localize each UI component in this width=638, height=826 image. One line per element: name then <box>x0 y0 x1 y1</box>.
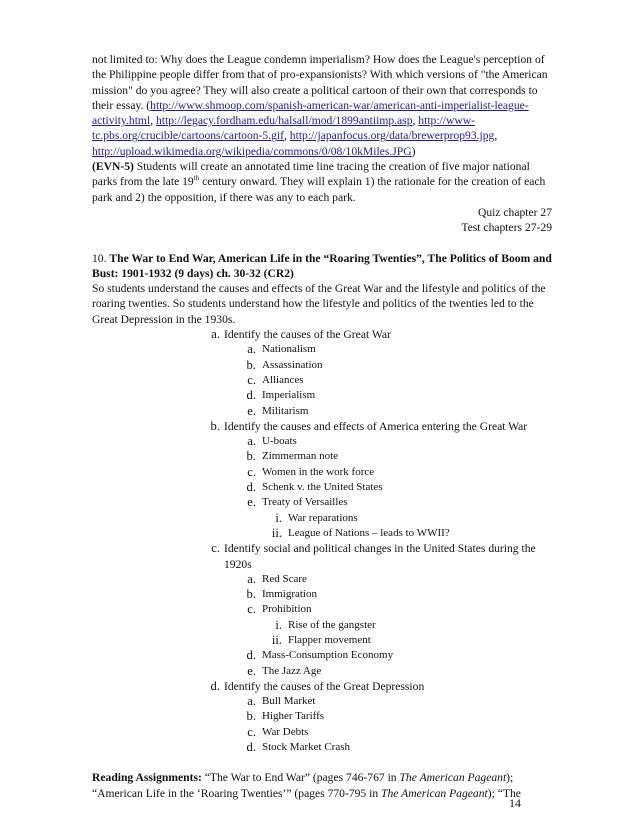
outline-text: Identify social and political changes in the United States during the 1920s <box>224 542 536 571</box>
outline-marker: d. <box>210 678 220 693</box>
outline-marker: a. <box>211 327 220 342</box>
evn-text-end: century onward. They will explain 1) the rationale for the creation of each park and 2) the opposition, if there was any to each park. <box>92 175 546 204</box>
outline-text: Red Scare <box>262 572 307 585</box>
outline-marker: a. <box>247 571 256 586</box>
outline-marker: e. <box>247 663 256 678</box>
outline-text: Stock Market Crash <box>262 741 350 754</box>
outline-text: Bull Market <box>262 695 316 708</box>
separator: , <box>412 114 419 128</box>
outline-marker: c. <box>247 372 256 387</box>
outline-item <box>92 342 552 357</box>
separator: , <box>150 114 156 128</box>
outline-item <box>92 694 552 709</box>
separator: , <box>284 129 290 143</box>
outline-item <box>92 373 552 388</box>
outline-text: Flapper movement <box>288 633 371 646</box>
outline-text: U-boats <box>262 435 297 448</box>
book-title: The American Pageant <box>381 786 488 800</box>
outline-marker: b. <box>246 357 256 372</box>
outline-text: War Debts <box>262 725 309 738</box>
outline-item <box>92 404 552 419</box>
link-wikimedia[interactable]: http://upload.wikimedia.org/wikipedia/commons/0/08/10kMiles.JPG <box>92 144 412 158</box>
unit-heading <box>92 251 552 282</box>
outline-marker: e. <box>247 403 256 418</box>
outline-text: Mass-Consumption Economy <box>262 649 394 662</box>
outline-text: Identify the causes of the Great War <box>224 328 391 342</box>
outline-marker: d. <box>246 480 256 495</box>
outline-item <box>92 419 552 434</box>
outline-item <box>92 511 552 526</box>
outline-item <box>92 679 552 694</box>
outline-marker: c. <box>247 464 256 479</box>
reading-text: ); “The <box>487 786 521 800</box>
outline-text: League of Nations – leads to WWII? <box>288 526 450 539</box>
outline-item <box>92 725 552 740</box>
outline-item <box>92 449 552 464</box>
outline-text: Higher Tariffs <box>262 710 325 723</box>
outline-item <box>92 327 552 342</box>
outline-text: Women in the work force <box>262 465 375 478</box>
outline-item <box>92 388 552 403</box>
outline-item <box>92 358 552 373</box>
reading-assignments <box>92 770 552 801</box>
outline-marker: a. <box>247 694 256 709</box>
quiz-line: Quiz chapter 27 <box>477 205 552 219</box>
outline-item <box>92 602 552 617</box>
outline-item <box>92 633 552 648</box>
outline-text: Identify the causes and effects of America entering the Great War <box>224 419 528 433</box>
outline-item <box>92 740 552 755</box>
evn-code: (EVN-5) <box>92 160 134 174</box>
separator: , <box>494 129 498 143</box>
outline-item <box>92 572 552 587</box>
outline-marker: c. <box>247 602 256 617</box>
outline-text: War reparations <box>288 511 358 524</box>
unit-number: 10. <box>92 251 107 265</box>
outline-text: Identify the causes of the Great Depression <box>224 679 425 693</box>
close-paren: ) <box>411 144 416 158</box>
outline-marker: i. <box>275 617 282 632</box>
outline-text: Rise of the gangster <box>288 618 376 631</box>
outline-marker: b. <box>246 709 256 724</box>
outline-marker: e. <box>247 495 256 510</box>
test-line: Test chapters 27-29 <box>461 221 552 235</box>
intro-paragraph <box>92 52 552 159</box>
outline-text: Schenk v. the United States <box>262 481 383 494</box>
outline-marker: a. <box>247 434 256 449</box>
outline-text: Nationalism <box>262 343 316 356</box>
outline-text: Assassination <box>262 358 323 371</box>
reading-text: “The War to End War” (pages 746-767 in <box>201 771 400 785</box>
outline-text: Immigration <box>262 588 317 601</box>
reading-label: Reading Assignments: <box>92 771 202 785</box>
book-title: The American Pageant <box>399 771 507 785</box>
page-number: 14 <box>509 796 521 810</box>
outline-marker: ii. <box>271 632 282 647</box>
topic-outline <box>92 327 552 755</box>
superscript: th <box>193 174 200 183</box>
evn-paragraph <box>92 159 552 205</box>
link-japanfocus[interactable]: http://japanfocus.org/data/brewerprop93.jpg <box>289 129 495 143</box>
outline-marker: d. <box>246 388 256 403</box>
outline-text: The Jazz Age <box>262 664 322 677</box>
outline-marker: i. <box>275 510 282 525</box>
outline-marker: b. <box>210 418 220 433</box>
unit-title: The War to End War, American Life in the “Roaring Twenties”, The Politics of Boom and Bust: 1901-1932 (9 days) ch. 30-32 (CR2) <box>92 251 552 280</box>
evn-text: Students will create an annotated time line tracing the creation of five major national parks from the late 19 <box>92 160 530 189</box>
outline-item <box>92 587 552 602</box>
outline-item <box>92 541 552 572</box>
reading-text: ); “American Life in the ‘Roaring Twenties’” (pages 770-795 in <box>92 771 514 800</box>
link-fordham[interactable]: http://legacy.fordham.edu/halsall/mod/1899antiimp.asp <box>155 114 413 128</box>
outline-text: Zimmerman note <box>262 450 339 463</box>
outline-item <box>92 664 552 679</box>
outline-marker: b. <box>246 449 256 464</box>
outline-item <box>92 709 552 724</box>
outline-marker: ii. <box>271 525 282 540</box>
outline-marker: c. <box>211 541 220 556</box>
link-pbs-cartoon[interactable]: http://www-tc.pbs.org/crucible/cartoons/cartoon-5.gif <box>92 114 475 143</box>
outline-marker: b. <box>246 587 256 602</box>
outline-item <box>92 648 552 663</box>
outline-marker: d. <box>246 648 256 663</box>
outline-text: Prohibition <box>262 603 312 616</box>
outline-marker: c. <box>247 724 256 739</box>
outline-marker: d. <box>246 740 256 755</box>
outline-text: Imperialism <box>262 389 316 402</box>
unit-description: So students understand the causes and effects of the Great War and the lifestyle and politics of the roaring twenties. So students understand how the lifestyle and politics of the twenties led to the Great Depression in the 1930s. <box>92 282 546 326</box>
outline-item <box>92 465 552 480</box>
intro-text: not limited to: Why does the League condemn imperialism? How does the League's perception of the Philippine people differ from that of pro-expansionists? With which versions of "the American mission" do you agree? They will also create a political cartoon of their own that corresponds to their essay. ( <box>92 53 548 112</box>
outline-item <box>92 434 552 449</box>
outline-text: Alliances <box>262 373 304 386</box>
outline-item <box>92 618 552 633</box>
outline-text: Treaty of Versailles <box>262 496 348 509</box>
document-page <box>92 52 552 801</box>
outline-item <box>92 526 552 541</box>
outline-item <box>92 480 552 495</box>
outline-text: Militarism <box>262 404 309 417</box>
outline-item <box>92 495 552 510</box>
outline-marker: a. <box>247 342 256 357</box>
link-shmoop[interactable]: http://www.shmoop.com/spanish-american-war/american-anti-imperialist-league-activity.html <box>92 98 529 128</box>
